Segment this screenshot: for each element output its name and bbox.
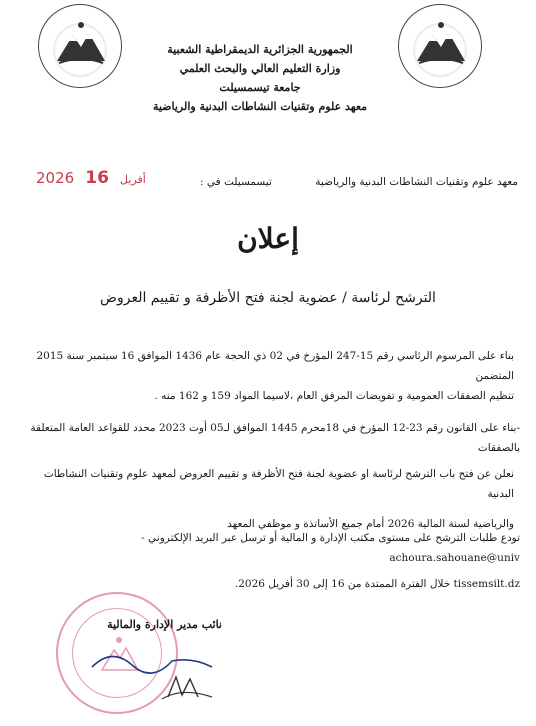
university-logo-right <box>398 4 482 88</box>
ministry-name: وزارة التعليم العالي والبحث العلمي <box>179 62 341 75</box>
text-line: نعلن عن فتح باب الترشح لرئاسة او عضوية لجنة فتح الأظرفة و تقييم العروض لمعهد علوم وتقنيات النشاطات البدنية <box>43 468 514 500</box>
university-logo-left <box>38 4 122 88</box>
signatory-title: نائب مدير الإدارة والمالية <box>107 618 222 631</box>
paragraph-law <box>20 418 520 458</box>
text-line: tissemsilt.dz خلال الفترة الممتدة من 16 إلى 30 أفريل 2026. <box>234 578 520 590</box>
department-label: معهد علوم وتقنيات النشاطات البدنية والرياضية <box>315 176 518 188</box>
handwritten-date <box>36 168 196 188</box>
text-line: -بناء على القانون رقم 23-12 المؤرخ في 18محرم 1445 الموافق لـ05 أوت 2023 محدد للقواعد العامة المتعلقة بالصفقات <box>30 422 520 454</box>
date-year: 2026 <box>36 169 75 187</box>
date-day: 16 <box>85 168 109 188</box>
university-name: جامعة تيسمسيلت <box>219 81 301 94</box>
letterhead <box>130 40 390 116</box>
republic-name: الجمهورية الجزائرية الديمقراطية الشعبية <box>167 43 353 56</box>
subtitle: الترشح لرئاسة / عضوية لجنة فتح الأظرفة و تقييم العروض <box>100 290 436 306</box>
institute-name: معهد علوم وتقنيات النشاطات البدنية والرياضية <box>152 100 368 113</box>
place-label: تيسمسيلت في : <box>200 176 272 188</box>
mountain-emblem-icon <box>39 5 123 89</box>
handwritten-signature-icon <box>72 637 222 707</box>
text-line: تنظيم الصفقات العمومية و تفويضات المرفق العام ،لاسيما المواد 159 و 162 منه . <box>154 390 514 402</box>
paragraph-submission <box>20 528 520 594</box>
signature-block <box>32 618 222 711</box>
text-line: والرياضية لسنة المالية 2026 أمام جميع الأساتذة و موظفي المعهد <box>227 518 514 530</box>
date-month: أفريل <box>120 173 146 186</box>
text-line: تودع طلبات الترشح على مستوى مكتب الإدارة و المالية أو ترسل عبر البريد الإلكتروني -achoura.sahouane@univ <box>141 532 520 564</box>
mountain-emblem-icon <box>399 5 483 89</box>
paragraph-announcement <box>30 464 514 534</box>
text-line: بناء على المرسوم الرئاسي رقم 15-247 المؤرخ في 02 ذي الحجة عام 1436 الموافق 16 سبتمبر سنة 2015 المتضمن <box>36 350 514 382</box>
page-title: إعلان <box>237 222 299 255</box>
paragraph-decree <box>30 346 514 406</box>
